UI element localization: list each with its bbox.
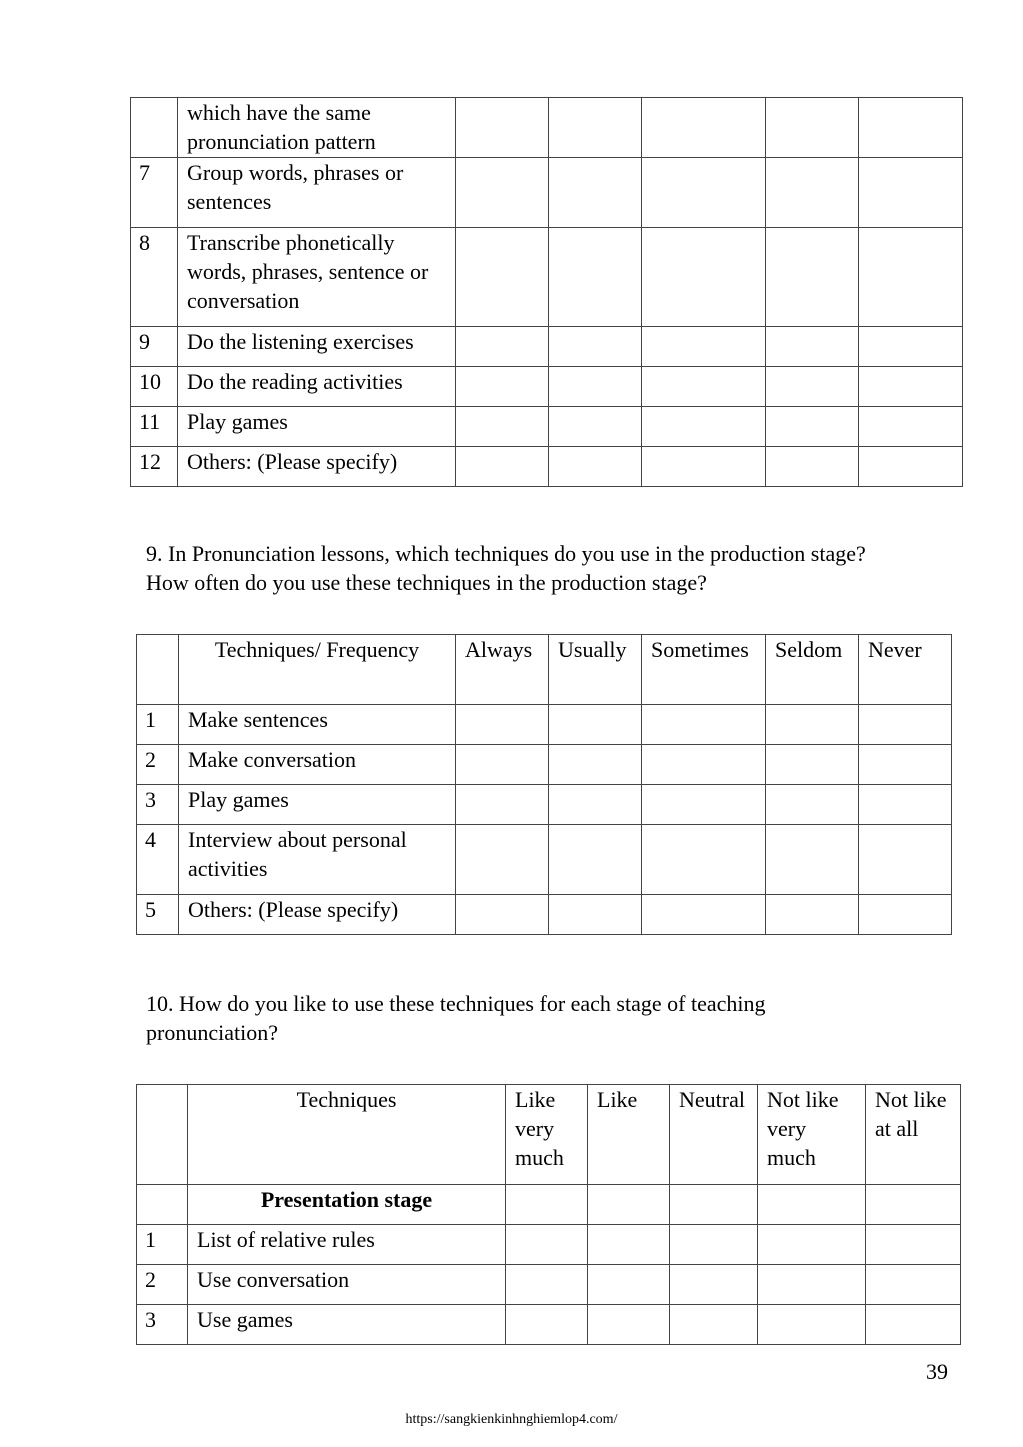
answer-cell: [456, 367, 549, 407]
technique-cell: Transcribe phonetically words, phrases, sentence or conversation: [178, 228, 456, 327]
answer-cell: [642, 895, 766, 935]
technique-cell: Others: (Please specify): [178, 447, 456, 487]
page-number: 39: [926, 1359, 948, 1384]
answer-cell: [642, 705, 766, 745]
answer-cell: [766, 705, 859, 745]
answer-cell: [549, 407, 642, 447]
row-number: 5: [137, 895, 179, 935]
section-number-cell: [137, 1185, 188, 1225]
answer-cell: [766, 447, 859, 487]
answer-cell: [670, 1265, 758, 1305]
row-number: 9: [131, 327, 178, 367]
answer-cell: [766, 327, 859, 367]
column-header-never: Never: [859, 635, 952, 705]
answer-cell: [549, 745, 642, 785]
column-header-always: Always: [456, 635, 549, 705]
table-row: [131, 447, 963, 487]
answer-cell: [506, 1265, 588, 1305]
row-number: 2: [137, 1265, 188, 1305]
table-row: [131, 327, 963, 367]
row-number: 12: [131, 447, 178, 487]
answer-cell: [456, 745, 549, 785]
answer-cell: [859, 895, 952, 935]
techniques-table-continued: [130, 97, 963, 487]
answer-cell: [859, 367, 963, 407]
answer-cell: [549, 367, 642, 407]
answer-cell: [766, 895, 859, 935]
answer-cell: [766, 745, 859, 785]
answer-cell: [766, 785, 859, 825]
table-row: [137, 1225, 961, 1265]
table-row: [137, 705, 952, 745]
technique-cell: Group words, phrases or sentences: [178, 158, 456, 228]
answer-cell: [549, 98, 642, 158]
table-row: [131, 98, 963, 158]
answer-cell: [766, 407, 859, 447]
answer-cell: [866, 1185, 961, 1225]
question-9: [146, 539, 866, 597]
answer-cell: [549, 895, 642, 935]
answer-cell: [766, 367, 859, 407]
row-number: 10: [131, 367, 178, 407]
technique-cell: Make conversation: [179, 745, 456, 785]
answer-cell: [549, 705, 642, 745]
table-header-row: [137, 1085, 961, 1185]
answer-cell: [549, 158, 642, 228]
answer-cell: [456, 327, 549, 367]
answer-cell: [866, 1305, 961, 1345]
question-9-line-1: 9. In Pronunciation lessons, which techniques do you use in the production stage?: [146, 541, 866, 566]
answer-cell: [859, 785, 952, 825]
column-header-usually: Usually: [549, 635, 642, 705]
answer-cell: [642, 327, 766, 367]
answer-cell: [642, 228, 766, 327]
header-number-cell: [137, 1085, 188, 1185]
row-number: 7: [131, 158, 178, 228]
answer-cell: [642, 158, 766, 228]
answer-cell: [642, 745, 766, 785]
answer-cell: [766, 158, 859, 228]
row-number: 1: [137, 1225, 188, 1265]
answer-cell: [456, 895, 549, 935]
row-number: 3: [137, 1305, 188, 1345]
column-header-like: Like: [588, 1085, 670, 1185]
technique-cell: which have the same pronunciation pattern: [178, 98, 456, 158]
column-header-techniques: Techniques: [188, 1085, 506, 1185]
column-header-like-very-much: Like very much: [506, 1085, 588, 1185]
question-10-line-2: pronunciation?: [146, 1020, 278, 1045]
answer-cell: [766, 98, 859, 158]
technique-cell: Use games: [188, 1305, 506, 1345]
table-row: [131, 407, 963, 447]
answer-cell: [456, 228, 549, 327]
column-header-techniques: Techniques/ Frequency: [179, 635, 456, 705]
column-header-not-like-very-much: Not like very much: [758, 1085, 866, 1185]
table-row: [131, 367, 963, 407]
section-title: Presentation stage: [188, 1185, 506, 1225]
table-row: [131, 228, 963, 327]
answer-cell: [866, 1265, 961, 1305]
section-row: [137, 1185, 961, 1225]
answer-cell: [758, 1265, 866, 1305]
answer-cell: [588, 1265, 670, 1305]
answer-cell: [859, 327, 963, 367]
table-row: [137, 1265, 961, 1305]
technique-cell: Do the reading activities: [178, 367, 456, 407]
row-number: 2: [137, 745, 179, 785]
technique-cell: Play games: [178, 407, 456, 447]
answer-cell: [506, 1185, 588, 1225]
answer-cell: [859, 745, 952, 785]
answer-cell: [859, 825, 952, 895]
preference-techniques-table: [136, 1084, 961, 1345]
production-techniques-table: [136, 634, 952, 935]
table-row: [137, 895, 952, 935]
answer-cell: [588, 1185, 670, 1225]
answer-cell: [456, 407, 549, 447]
answer-cell: [758, 1225, 866, 1265]
answer-cell: [642, 825, 766, 895]
answer-cell: [642, 98, 766, 158]
answer-cell: [670, 1305, 758, 1345]
column-header-sometimes: Sometimes: [642, 635, 766, 705]
column-header-seldom: Seldom: [766, 635, 859, 705]
answer-cell: [506, 1225, 588, 1265]
answer-cell: [549, 447, 642, 487]
answer-cell: [859, 98, 963, 158]
row-number: 8: [131, 228, 178, 327]
answer-cell: [859, 407, 963, 447]
answer-cell: [859, 447, 963, 487]
table-row: [137, 1305, 961, 1345]
answer-cell: [456, 447, 549, 487]
answer-cell: [670, 1225, 758, 1265]
answer-cell: [588, 1305, 670, 1345]
table-row: [131, 158, 963, 228]
answer-cell: [866, 1225, 961, 1265]
row-number: 3: [137, 785, 179, 825]
technique-cell: Do the listening exercises: [178, 327, 456, 367]
technique-cell: List of relative rules: [188, 1225, 506, 1265]
technique-cell: Make sentences: [179, 705, 456, 745]
row-number: 1: [137, 705, 179, 745]
answer-cell: [766, 228, 859, 327]
question-10-line-1: 10. How do you like to use these techniques for each stage of teaching: [146, 991, 766, 1016]
answer-cell: [758, 1185, 866, 1225]
answer-cell: [456, 98, 549, 158]
row-number: 11: [131, 407, 178, 447]
row-number: [131, 98, 178, 158]
answer-cell: [456, 705, 549, 745]
answer-cell: [549, 825, 642, 895]
answer-cell: [859, 158, 963, 228]
answer-cell: [549, 228, 642, 327]
question-10: [146, 989, 765, 1047]
question-9-line-2: How often do you use these techniques in the production stage?: [146, 570, 707, 595]
answer-cell: [506, 1305, 588, 1345]
row-number: 4: [137, 825, 179, 895]
table-row: [137, 825, 952, 895]
answer-cell: [859, 228, 963, 327]
answer-cell: [642, 785, 766, 825]
answer-cell: [456, 825, 549, 895]
technique-cell: Play games: [179, 785, 456, 825]
answer-cell: [859, 705, 952, 745]
column-header-neutral: Neutral: [670, 1085, 758, 1185]
answer-cell: [588, 1225, 670, 1265]
answer-cell: [456, 158, 549, 228]
technique-cell: Use conversation: [188, 1265, 506, 1305]
answer-cell: [642, 367, 766, 407]
answer-cell: [549, 327, 642, 367]
column-header-not-like-at-all: Not like at all: [866, 1085, 961, 1185]
answer-cell: [642, 447, 766, 487]
table-header-row: [137, 635, 952, 705]
table-row: [137, 745, 952, 785]
answer-cell: [670, 1185, 758, 1225]
answer-cell: [642, 407, 766, 447]
footer-url[interactable]: https://sangkienkinhnghiemlop4.com/: [405, 1412, 618, 1427]
answer-cell: [758, 1305, 866, 1345]
technique-cell: Others: (Please specify): [179, 895, 456, 935]
header-number-cell: [137, 635, 179, 705]
answer-cell: [549, 785, 642, 825]
answer-cell: [766, 825, 859, 895]
table-row: [137, 785, 952, 825]
answer-cell: [456, 785, 549, 825]
technique-cell: Interview about personal activities: [179, 825, 456, 895]
